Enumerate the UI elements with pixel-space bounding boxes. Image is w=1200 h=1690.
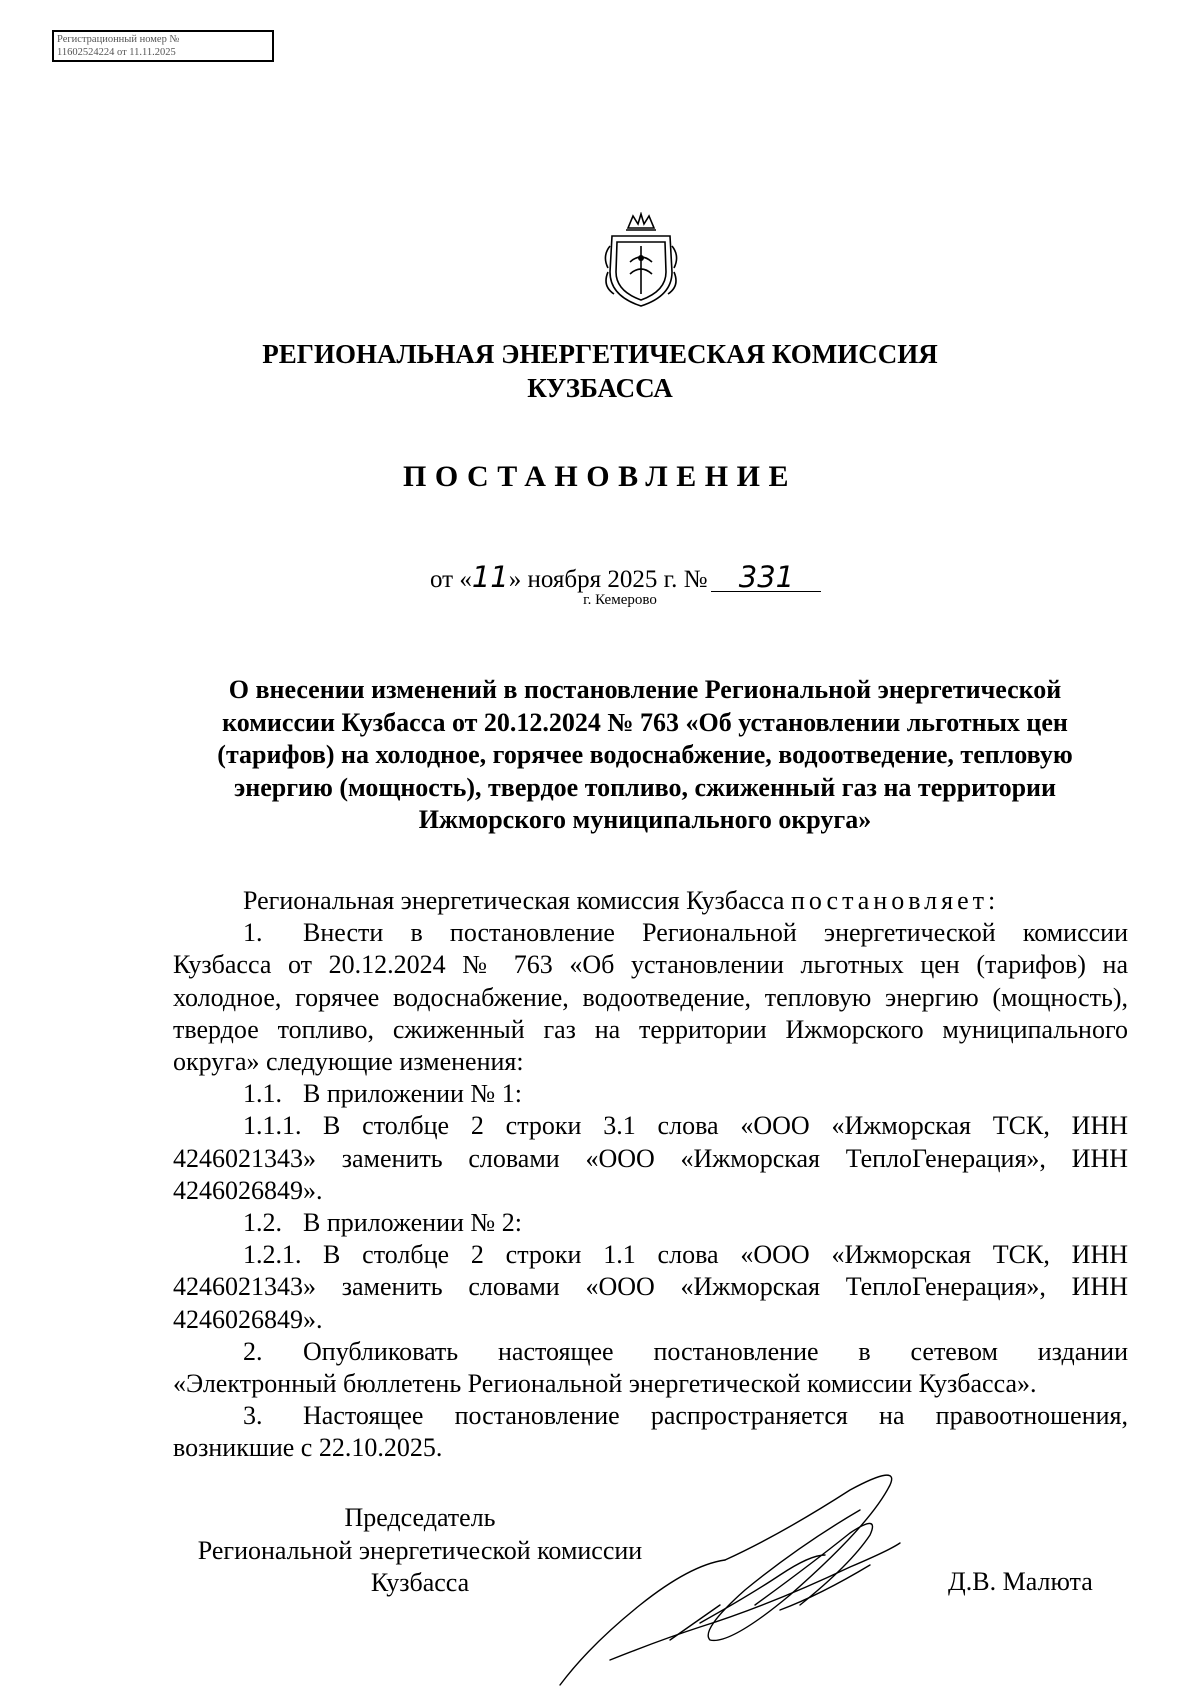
title-line: О внесении изменений в постановление Региональной энергетической	[228, 675, 1062, 704]
city: г. Кемерово	[583, 592, 657, 608]
paragraph-text: В столбце 2 строки 1.1 слова «ООО «Ижморская ТСК, ИНН 4246021343» заменить словами «ООО «Ижморская ТеплоГенерация», ИНН 4246026849».	[173, 1240, 1128, 1334]
paragraph-text: Внести в постановление Региональной энергетической комиссии Кузбасса от 20.12.2024 № 763 «Об установлении льготных цен (тарифов) на холодное, горячее водоснабжение, водоотведение, тепловую энергию (мощность), твердое топливо, сжиженный газ на территории Ижморского муниципального округа» следующие изменения:	[173, 918, 1128, 1077]
date-mid: » ноября 2025 г. №	[508, 566, 708, 593]
paragraph-text: В приложении № 1:	[303, 1079, 522, 1109]
document-number: 331	[711, 563, 821, 592]
paragraph-number: 1.2.1.	[243, 1240, 302, 1270]
paragraph-2	[173, 1336, 1128, 1400]
organization-name-line1: РЕГИОНАЛЬНАЯ ЭНЕРГЕТИЧЕСКАЯ КОМИССИЯ	[262, 339, 938, 369]
paragraph-number: 1.2.	[243, 1208, 282, 1238]
registration-line1: Регистрационный номер №	[57, 34, 180, 45]
registration-line2: 11602524224 от 11.11.2025	[57, 47, 176, 58]
coat-of-arms-icon	[600, 212, 682, 310]
position-line: Кузбасса	[370, 1568, 470, 1597]
intro-text: Региональная энергетическая комиссия Кузбасса	[243, 886, 785, 915]
paragraph-1-2	[173, 1207, 1128, 1239]
paragraph-number: 1.1.	[243, 1079, 282, 1109]
intro-paragraph	[173, 885, 1128, 917]
title-line: Ижморского муниципального округа»	[418, 805, 872, 834]
document-title	[160, 674, 1130, 837]
position-line: Региональной энергетической комиссии	[197, 1535, 643, 1565]
position-line: Председатель	[344, 1503, 496, 1532]
date-line	[430, 560, 821, 594]
handwritten-signature	[550, 1455, 950, 1690]
paragraph-text: Настоящее постановление распространяется на правоотношения, возникшие с 22.10.2025.	[173, 1401, 1128, 1463]
paragraph-number: 2.	[243, 1336, 263, 1366]
document-body	[173, 885, 1128, 1465]
document-type: ПОСТАНОВЛЕНИЕ	[403, 460, 797, 493]
paragraph-number: 1.	[243, 918, 263, 948]
date-day: 11	[471, 560, 509, 594]
paragraph-number: 1.1.1.	[243, 1111, 302, 1141]
paragraph-1-1	[173, 1078, 1128, 1110]
title-line: (тарифов) на холодное, горячее водоснабжение, водоотведение, тепловую	[217, 740, 1073, 769]
date-prefix: от «	[430, 566, 472, 593]
paragraph-1-2-1	[173, 1239, 1128, 1336]
title-line: энергию (мощность), твердое топливо, сжиженный газ на территории	[233, 772, 1056, 802]
title-line: комиссии Кузбасса от 20.12.2024 № 763 «Об установлении льготных цен	[222, 707, 1068, 737]
paragraph-1-1-1	[173, 1110, 1128, 1207]
paragraph-text: Опубликовать настоящее постановление в сетевом издании «Электронный бюллетень Региональной энергетической комиссии Кузбасса».	[173, 1336, 1128, 1399]
registration-stamp	[52, 30, 274, 62]
organization-name-line2: КУЗБАССА	[527, 373, 673, 403]
intro-verb: постановляет:	[790, 886, 1000, 915]
paragraph-text: В столбце 2 строки 3.1 слова «ООО «Ижморская ТСК, ИНН 4246021343» заменить словами «ООО «Ижморская ТеплоГенерация», ИНН 4246026849».	[173, 1111, 1128, 1205]
paragraph-1	[173, 917, 1128, 1078]
paragraph-number: 3.	[243, 1401, 263, 1431]
paragraph-text: В приложении № 2:	[303, 1208, 522, 1238]
signatory-name: Д.В. Малюта	[948, 1567, 1093, 1596]
